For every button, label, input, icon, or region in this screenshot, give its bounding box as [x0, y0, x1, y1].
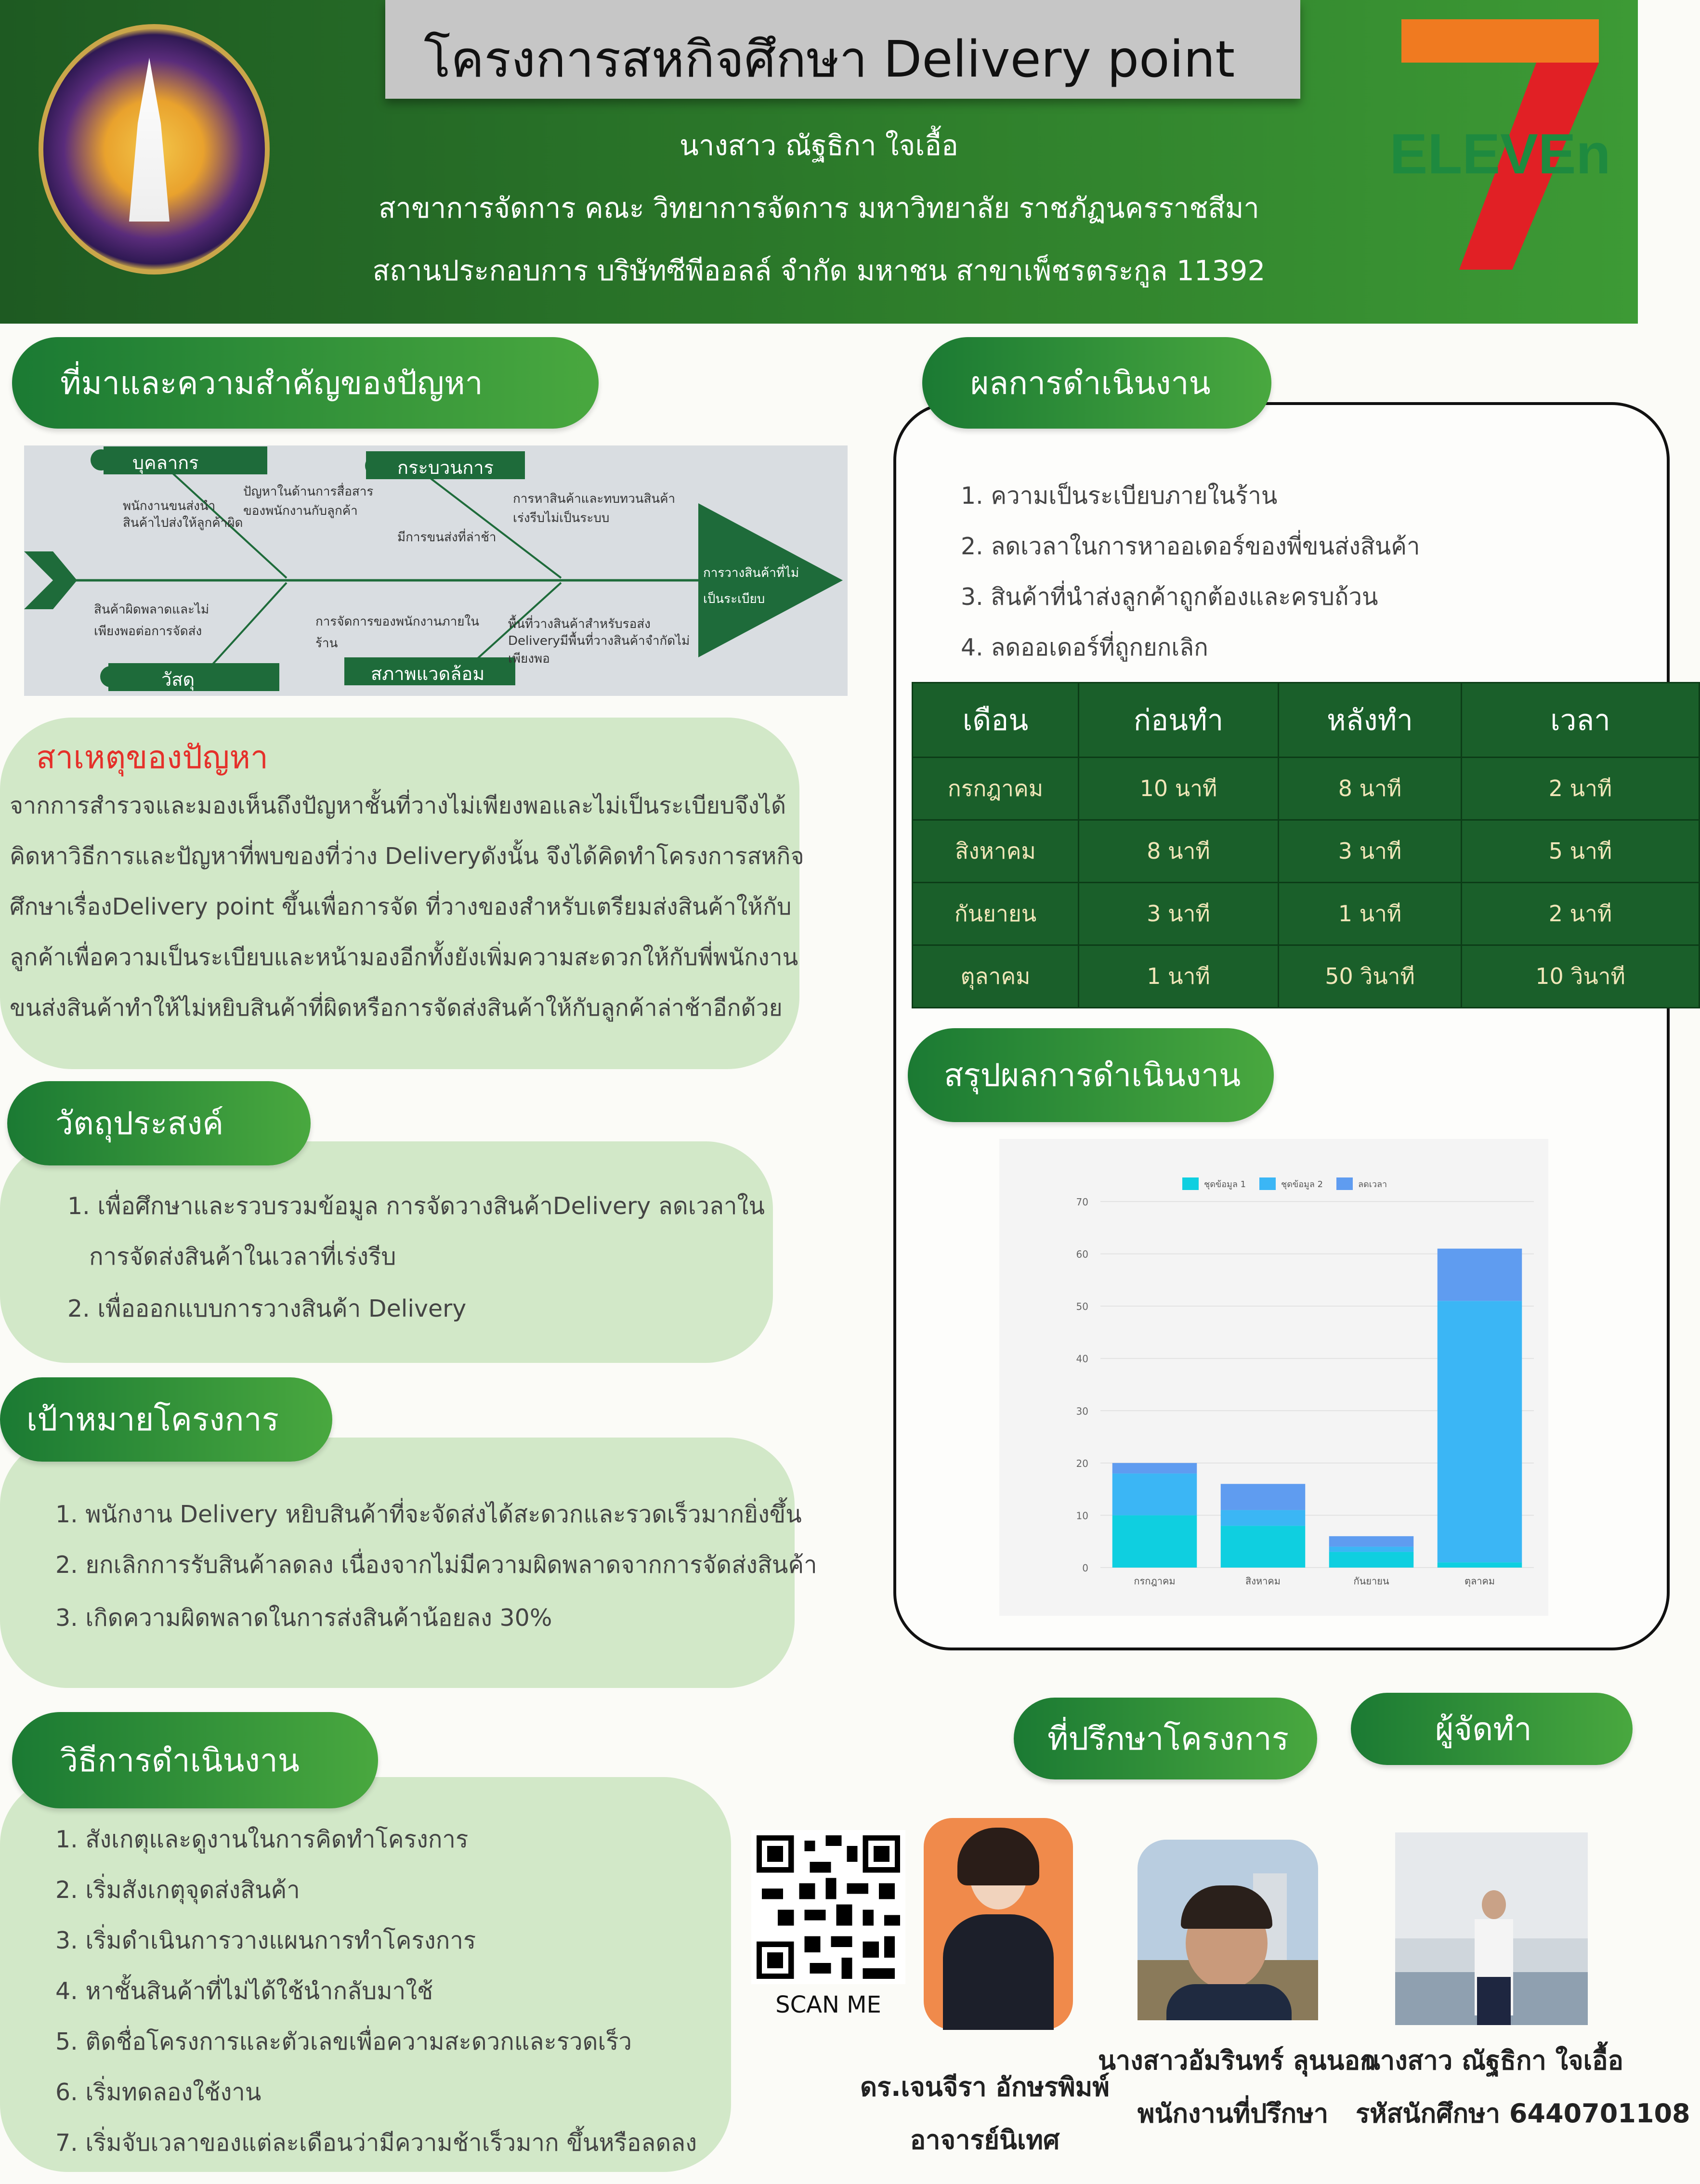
bar-segment [1112, 1474, 1197, 1516]
method-item: 5. ติดชื่อโครงการและตัวเลขเพื่อความสะดวกและรวดเร็ว [55, 2028, 632, 2055]
legend-label: ชุดข้อมูล 2 [1281, 1179, 1323, 1190]
qr-label: SCAN ME [775, 1991, 881, 2018]
result-item: 2. ลดเวลาในการหาออเดอร์ของพี่ขนส่งสินค้า [961, 533, 1420, 560]
table-cell: ตุลาคม [913, 945, 1079, 1008]
fishbone-cause: พื้นที่วางสินค้าสำหรับรอส่ง [508, 617, 651, 631]
y-tick-label: 40 [1076, 1353, 1088, 1365]
bar-segment [1329, 1547, 1414, 1552]
table-cell: 5 นาที [1462, 820, 1700, 883]
advisor-photo [924, 1818, 1073, 2030]
fishbone-cause: มีการขนส่งที่ล่าช้า [397, 530, 497, 545]
cause-text-line: ลูกค้าเพื่อความเป็นระเบียบและหน้ามองอีกทั้งยังเพิ่มความสะดวกให้กับพี่พนักงาน [10, 944, 798, 971]
table-row [913, 758, 1700, 820]
bar-segment [1112, 1463, 1197, 1474]
y-tick-label: 70 [1076, 1196, 1088, 1208]
table-cell: 2 นาที [1462, 883, 1700, 945]
goal-item: 3. เกิดความผิดพลาดในการส่งสินค้าน้อยลง 30% [55, 1604, 552, 1632]
advisor-heading: ที่ปรึกษาโครงการ [1014, 1698, 1317, 1779]
fishbone-cause: เพียงพอ [508, 652, 550, 666]
bar-segment [1221, 1526, 1306, 1568]
objective-item: 1. เพื่อศึกษาและรวบรวมข้อมูล การจัดวางสินค้าDelivery ลดเวลาใน [67, 1192, 765, 1220]
table-cell: 10 วินาที [1462, 945, 1700, 1008]
table-cell: 10 นาที [1079, 758, 1279, 820]
table-row [913, 945, 1700, 1008]
method-item: 1. สังเกตุและดูงานในการคิดทำโครงการ [55, 1826, 469, 1853]
seven-eleven-logo-icon [1389, 19, 1611, 270]
legend-label: ลดเวลา [1358, 1179, 1387, 1190]
y-tick-label: 0 [1082, 1562, 1088, 1574]
bar-segment [1112, 1515, 1197, 1568]
method-item: 7. เริ่มจับเวลาของแต่ละเดือนว่ามีความช้าเร็วมาก ขึ้นหรือลดลง [55, 2129, 697, 2157]
method-item: 2. เริ่มสังเกตุจุดส่งสินค้า [55, 1876, 300, 1904]
table-cell: 50 วินาที [1279, 945, 1462, 1008]
table-header: เดือน [913, 683, 1079, 758]
fishbone-category-material: วัสดุ [161, 669, 195, 690]
result-item: 1. ความเป็นระเบียบภายในร้าน [961, 482, 1278, 510]
legend-swatch [1259, 1177, 1276, 1190]
bar-segment [1329, 1552, 1414, 1568]
result-item: 3. สินค้าที่นำส่งลูกค้าถูกต้องและครบถ้วน [961, 583, 1378, 611]
fishbone-cause: เพียงพอต่อการจัดส่ง [94, 624, 202, 639]
table-cell: 8 นาที [1279, 758, 1462, 820]
fishbone-cause: การจัดการของพนักงานภายใน [315, 615, 479, 629]
fishbone-category-process: กระบวนการ [397, 457, 494, 478]
cause-text-line: ศึกษาเรื่องDelivery point ขึ้นเพื่อการจัด ที่วางของสำหรับเตรียมส่งสินค้าให้กับ [10, 893, 792, 920]
y-tick-label: 20 [1076, 1457, 1088, 1469]
summary-chart-container [999, 1139, 1548, 1616]
table-cell: กรกฎาคม [913, 758, 1079, 820]
table-cell: 2 นาที [1462, 758, 1700, 820]
legend-label: ชุดข้อมูล 1 [1204, 1179, 1246, 1190]
table-row [913, 820, 1700, 883]
fishbone-cause: ปัญหาในด้านการสื่อสาร [243, 484, 374, 499]
fishbone-category-people: บุคลากร [132, 452, 199, 473]
fishbone-cause: พนักงานขนส่งนำ [123, 499, 216, 513]
faculty-line: สาขาการจัดการ คณะ วิทยาการจัดการ มหาวิทยาลัย ราชภัฏนครราชสีมา [379, 192, 1259, 224]
fishbone-cause: ของพนักงานกับลูกค้า [243, 504, 358, 518]
table-cell: 3 นาที [1079, 883, 1279, 945]
table-cell: สิงหาคม [913, 820, 1079, 883]
goal-item: 1. พนักงาน Delivery หยิบสินค้าที่จะจัดส่งได้สะดวกและรวดเร็วมากยิ่งขึ้น [55, 1501, 802, 1528]
x-tick-label: สิงหาคม [1245, 1575, 1281, 1587]
cause-text-line: ขนส่งสินค้าทำให้ไม่หยิบสินค้าที่ผิดหรือการจัดส่งสินค้าให้กับลูกค้าล่าช้าอีกด้วย [10, 994, 783, 1021]
fishbone-cause: เร่งรีบไม่เป็นระบบ [513, 511, 610, 525]
table-header: ก่อนทำ [1079, 683, 1279, 758]
author-name: นางสาว ณัฐธิกา ใจเอื้อ [680, 129, 958, 162]
cause-heading: สาเหตุของปัญหา [36, 739, 268, 776]
bar-segment [1329, 1536, 1414, 1547]
cause-text-line: คิดหาวิธีการและปัญหาที่พบของที่ว่าง Deliveryดังนั้น จึงได้คิดทำโครงการสหกิจ [10, 843, 804, 870]
mentor-name: นางสาวอัมรินทร์ ลุนนอก [1098, 2045, 1376, 2076]
fishbone-cause: ร้าน [315, 636, 338, 651]
y-tick-label: 60 [1076, 1248, 1088, 1260]
table-cell: 8 นาที [1079, 820, 1279, 883]
summary-chart [999, 1139, 1548, 1616]
fishbone-diagram [24, 445, 848, 696]
table-header-row [913, 683, 1700, 758]
results-table [912, 682, 1700, 1008]
x-tick-label: กรกฎาคม [1134, 1575, 1176, 1587]
bar-segment [1438, 1562, 1522, 1568]
method-item: 3. เริ่มดำเนินการวางแผนการทำโครงการ [55, 1927, 476, 1954]
result-item: 4. ลดออเดอร์ที่ถูกยกเลิก [961, 634, 1208, 661]
author-photo [1395, 1832, 1588, 2025]
goal-heading: เป้าหมายโครงการ [0, 1377, 332, 1462]
advisor-role: อาจารย์นิเทศ [910, 2125, 1060, 2155]
table-row [913, 883, 1700, 945]
objective-item: การจัดส่งสินค้าในเวลาที่เร่งรีบ [89, 1243, 396, 1270]
fishbone-cause: Deliveryมีพื้นที่วางสินค้าจำกัดไม่ [508, 634, 690, 648]
advisor-name: ดร.เจนจีรา อักษรพิมพ์ [860, 2072, 1110, 2102]
table-cell: กันยายน [913, 883, 1079, 945]
qr-code-icon[interactable] [751, 1830, 905, 1984]
bar-segment [1221, 1484, 1306, 1510]
bar-segment [1438, 1249, 1522, 1301]
table-cell: 3 นาที [1279, 820, 1462, 883]
bar-segment [1221, 1510, 1306, 1526]
mentor-role: พนักงานที่ปรึกษา [1137, 2098, 1329, 2129]
table-header: เวลา [1462, 683, 1700, 758]
fishbone-cause: การหาสินค้าและทบทวนสินค้า [513, 492, 676, 506]
y-tick-label: 30 [1076, 1405, 1088, 1417]
logo-text: ELEVEn [1389, 122, 1611, 186]
table-cell: 1 นาที [1079, 945, 1279, 1008]
page-title: โครงการสหกิจศึกษา Delivery point [424, 30, 1235, 89]
cause-text-line: จากการสำรวจและมองเห็นถึงปัญหาชั้นที่วางไม่เพียงพอและไม่เป็นระเบียบจึงได้ [10, 792, 786, 819]
goal-item: 2. ยกเลิกการรับสินค้าลดลง เนื่องจากไม่มีความผิดพลาดจากการจัดส่งสินค้า [55, 1551, 817, 1579]
method-heading: วิธีการดำเนินงาน [12, 1712, 378, 1808]
table-cell: 1 นาที [1279, 883, 1462, 945]
x-tick-label: ตุลาคม [1464, 1575, 1495, 1587]
author-heading: ผู้จัดทำ [1351, 1693, 1633, 1765]
y-tick-label: 50 [1076, 1301, 1088, 1313]
y-tick-label: 10 [1076, 1510, 1088, 1522]
author-caption-id: รหัสนักศึกษา 6440701108 [1356, 2098, 1690, 2129]
table-header: หลังทำ [1279, 683, 1462, 758]
objective-item: 2. เพื่อออกแบบการวางสินค้า Delivery [67, 1295, 467, 1322]
objective-heading: วัตถุประสงค์ [7, 1081, 311, 1165]
background-heading: ที่มาและความสำคัญของปัญหา [12, 337, 599, 429]
fishbone-cause: สินค้าผิดพลาดและไม่ [94, 602, 209, 617]
method-item: 4. หาชั้นสินค้าที่ไม่ได้ใช้นำกลับมาใช้ [55, 1977, 433, 2005]
fishbone-category-environment: สภาพแวดล้อม [371, 663, 485, 684]
author-caption-name: นางสาว ณัฐธิกา ใจเอื้อ [1362, 2045, 1623, 2076]
mentor-photo [1138, 1840, 1318, 2020]
fishbone-head: การวางสินค้าที่ไม่เป็นระเบียบ [703, 566, 799, 606]
company-line: สถานประกอบการ บริษัทซีพีออลล์ จำกัด มหาชน สาขาเพ็ชรตระกูล 11392 [372, 254, 1266, 287]
fishbone-cause: สินค้าไปส่งให้ลูกค้าผิด [123, 516, 243, 530]
results-heading: ผลการดำเนินงาน [922, 337, 1271, 429]
bar-segment [1438, 1301, 1522, 1562]
summary-heading: สรุปผลการดำเนินงาน [908, 1028, 1274, 1122]
method-item: 6. เริ่มทดลองใช้งาน [55, 2079, 262, 2106]
legend-swatch [1336, 1177, 1353, 1190]
legend-swatch [1182, 1177, 1199, 1190]
x-tick-label: กันยายน [1353, 1575, 1389, 1587]
